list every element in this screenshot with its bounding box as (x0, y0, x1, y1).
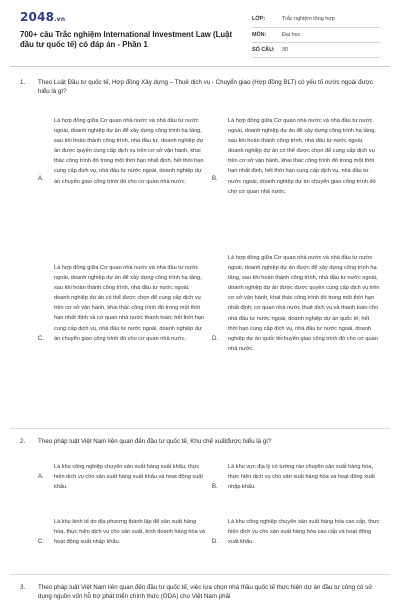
info-row-class (252, 12, 380, 27)
info-row-count (252, 42, 380, 57)
document-title: 700+ câu Trắc nghiệm International Investment Law (Luật đầu tư quốc tế) có đáp án - Phần 1 (20, 30, 233, 49)
question-number: 1. (20, 79, 26, 86)
info-row-subject (252, 27, 380, 42)
option-letter: D. (212, 336, 218, 342)
question-number: 2. (20, 438, 26, 445)
question-1-option-b[interactable] (212, 116, 380, 197)
option-letter: D. (212, 539, 218, 545)
question-text: Theo pháp luật Việt Nam liên quan đến đầu tư quốc tế, việc lựa chọn nhà thầu quốc tế thực hiện dự án đầu tư công có sử dụng nguồn vốn hỗ trợ phát triển chính thức (ODA) cho Việt Nam phải (38, 584, 373, 600)
info-key: MÔN: (252, 27, 282, 42)
question-text: Theo Luật Đầu tư quốc tế, Hợp đồng Xây dựng – Thuê dịch vụ - Chuyển giao (Hợp đồng BLT) có yếu tố nước ngoài được hiểu là gì? (38, 79, 373, 96)
question-number: 3. (20, 584, 26, 591)
option-text: Là khu công nghiệp chuyên sản xuất hàng hóa cao cấp, thực hiện dịch vụ cho sản xuất hàng hóa cao cấp và hoạt động xuất khẩu. (228, 519, 380, 546)
question-text: Theo pháp luật Việt Nam liên quan đến đầu tư quốc tế, Khu chế xuấtđược hiểu là gì? (38, 438, 272, 445)
option-text: Là khu kinh tế do địa phương thành lập để sản xuất hàng hóa, thực hiện dịch vụ cho sản xuất, kinh doanh hàng hóa và hoạt động xuất nhập khẩu. (54, 519, 206, 546)
info-value: Đại học (282, 27, 380, 42)
question-separator (10, 428, 390, 429)
logo-text: 2048 (20, 10, 55, 24)
info-key: LỚP: (252, 12, 282, 27)
option-letter: A. (38, 176, 44, 182)
question-2-option-c[interactable] (38, 517, 206, 547)
option-letter: C. (38, 539, 44, 545)
option-text: Là hợp đồng giữa Cơ quan nhà nước và nhà đầu tư nước ngoài, doanh nghiệp dự án để xây dựng công trình hạ tầng, sau khi hoàn thành công trình, nhà đầu tư nước ngoài, doanh nghiệp dự án có thể được chọn để cung cấp dịch vụ trên cơ sở vận hành, khai thác công trình đó trong một thời hạn nhất định và cơ quan nhà nước thanh toán; hết thời hạn cung cấp dịch vụ, nhà đầu tư nước ngoài, doanh nghiệp dự án chuyển giao công trình đó cho cơ quan nhà nước. (54, 265, 205, 342)
option-letter: A. (38, 474, 44, 480)
option-text: Là hợp đồng giữa Cơ quan nhà nước và nhà đầu tư nước ngoài, doanh nghiệp dự án được để xây dựng công trình hạ tầng, sau khi hoàn thành công trình, nhà đầu tư nước ngoài, doanh nghiệp dự án được được quyền cung cấp dịch vụ trên cơ sở vận hành, khai thác công trình đó trong một thời hạn nhất định; cơ quan nhà nước thuê dịch vụ và thanh toán cho nhà đầu tư nước ngoài, doanh nghiệp dự án quốc tế; hết thời hạn cung cấp dịch vụ, nhà đầu tư nước ngoài, doanh nghiệp dự án quốc tếchuyển giao công trình đó cho cơ quan nhà nước. (228, 255, 380, 352)
option-text: Là hợp đồng giữa Cơ quan nhà nước và nhà đầu tư nước ngoài, doanh nghiệp dự án để xây dựng công trình hạ tầng, sau khi hoàn thành công trình, nhà đầu tư nước ngoài, doanh nghiệp dự án có thể được chọn để cung cấp dịch vụ trên cơ sở vận hành, khai thác công trình đó trong một thời hạn nhất định, hết thời hạn cung cấp dịch vụ, nhà đầu tư nước ngoài, doanh nghiệp dự án chuyển giao công trình đó cho cơ quan nhà nước. (228, 118, 376, 195)
option-text: Là khu vực địa lý có tường rào chuyên sản xuất hàng hóa, thực hiện dịch vụ cho sản xuất hàng hóa và hoạt động xuất nhập khẩu. (228, 464, 375, 491)
info-key: SỐ CÂU: (252, 42, 282, 57)
info-value: Trắc nghiệm tổng hợp (282, 12, 380, 27)
option-letter: B. (212, 484, 218, 490)
option-letter: B. (212, 176, 218, 182)
info-value: 30 (282, 42, 380, 57)
header-divider (10, 66, 390, 67)
question-2-stem (20, 437, 380, 446)
question-2-option-d[interactable] (212, 517, 380, 547)
question-1-stem (20, 78, 380, 97)
site-logo[interactable] (20, 10, 240, 24)
question-3-stem (20, 583, 380, 600)
question-1-option-c[interactable] (38, 263, 206, 344)
option-letter: C. (38, 336, 44, 342)
option-text: Là khu công nghiệp chuyên sản xuất hàng xuất khẩu, thực hiện dịch vụ cho sản xuất hàng xuất khẩu và hoạt động xuất khẩu. (54, 464, 203, 491)
question-separator (10, 574, 390, 575)
option-text: Là hợp đồng giữa Cơ quan nhà nước và nhà đầu tư nước ngoài, doanh nghiệp dự án để xây dựng công trình hạ tầng, sau khi hoàn thành công trình, nhà đầu tư, doanh nghiệp dự án được quyền cung cấp dịch vụ trên cơ sở vận hành, khai thác công trình đó trong một thời hạn nhất định, hết thời hạn cung cấp dịch vụ, nhà đầu tư nước ngoài, doanh nghiệp dự án chuyển giao công trình đó cho cơ quan nhà nước. (54, 118, 204, 185)
info-table (252, 12, 380, 58)
question-1-option-a[interactable] (38, 116, 206, 187)
logo-suffix: .vn (54, 16, 66, 23)
document-header (20, 10, 240, 50)
question-2-option-b[interactable] (212, 462, 380, 492)
question-1-option-d[interactable] (212, 253, 380, 354)
question-2-option-a[interactable] (38, 462, 206, 492)
